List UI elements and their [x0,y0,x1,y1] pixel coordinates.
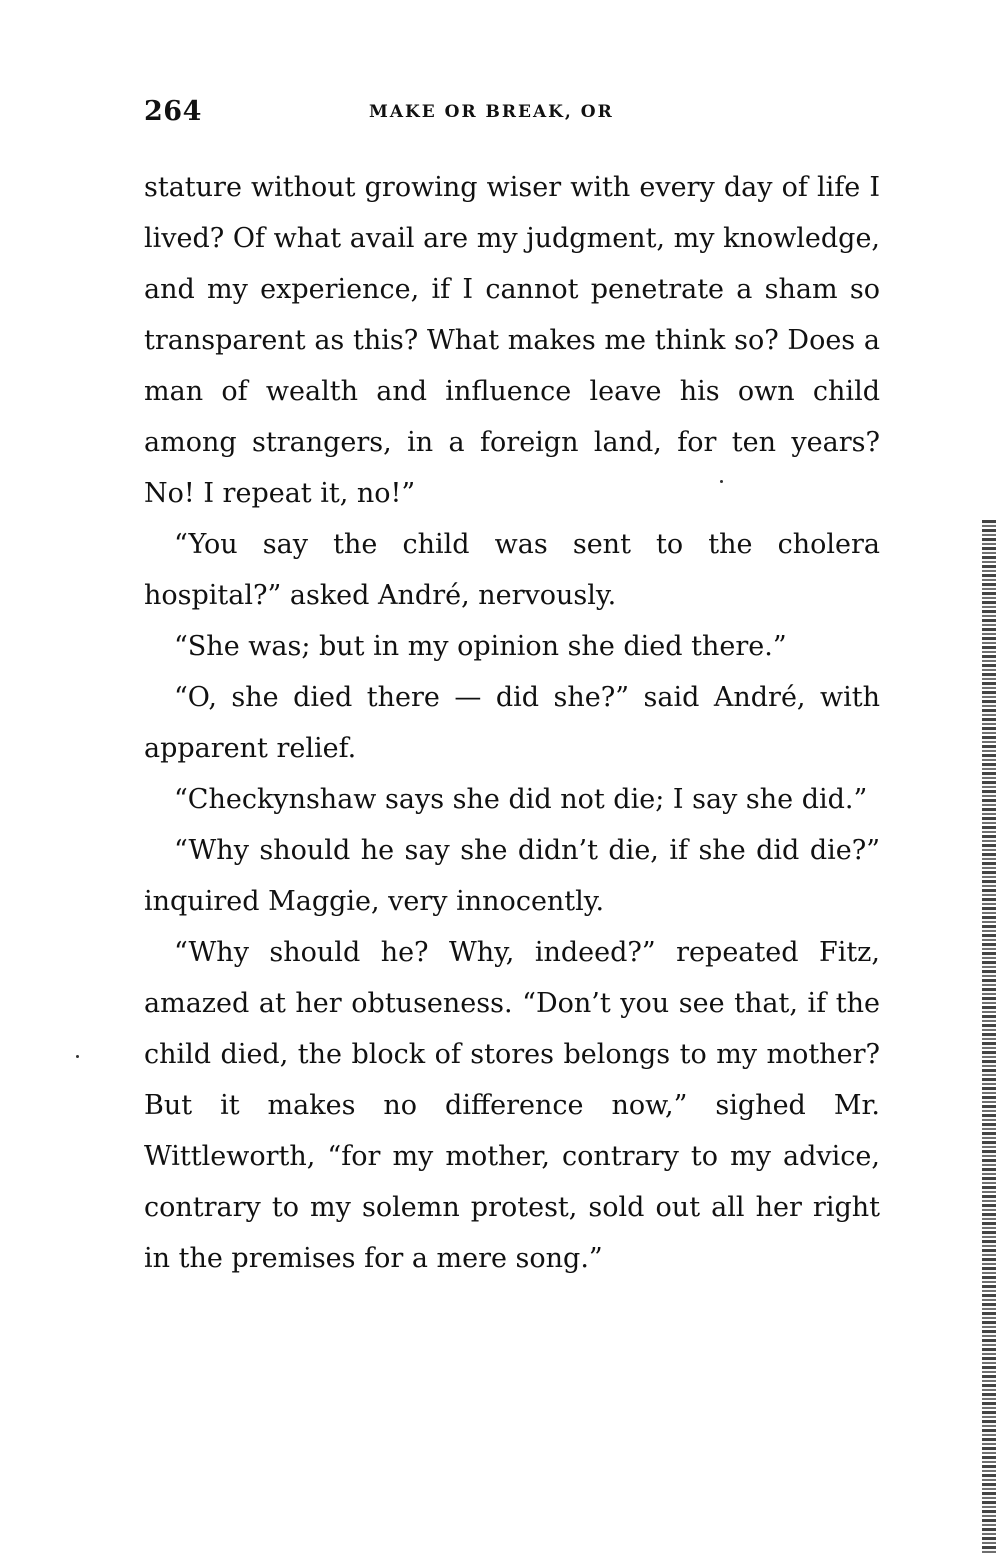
paragraph-2: “You say the child was sent to the cholera hospital?” asked André, nervously. [144,529,880,611]
paragraph-1: stature without growing wiser with every day of life I lived? Of what avail are my judgment, my knowledge, and my experience, if I cannot penetrate a sham so transparent as this? What makes me think so? Does a man of wealth and influence leave his own child among strangers, in a foreign land, for ten years? No! I repeat it, no!” [144,172,880,509]
paragraph-3: “She was; but in my opinion she died there.” [174,631,787,662]
paragraph-7: “Why should he? Why, indeed?” repeated Fitz, amazed at her obtuseness. “Don’t you see that, if the child died, the block of stores belongs to my mother? But it makes no difference now,” sighed Mr. Wittleworth, “for my mother, contrary to my advice, contrary to my solemn protest, sold out all her right in the premises for a mere song.” [144,937,880,1274]
paragraph-4: “O, she died there — did she?” said André, with apparent relief. [144,682,880,764]
running-head: MAKE OR BREAK, OR [369,102,614,122]
page-number: 264 [144,96,202,127]
paragraph-6: “Why should he say she didn’t die, if she did die?” inquired Maggie, very innocently. [144,835,880,917]
ink-speck [720,480,723,483]
ink-speck [76,1055,79,1058]
paragraph-5: “Checkynshaw says she did not die; I say she did.” [174,784,868,815]
body-text [144,162,880,1284]
page-header [144,96,880,136]
page-edge-scan-artifact [982,520,996,1553]
